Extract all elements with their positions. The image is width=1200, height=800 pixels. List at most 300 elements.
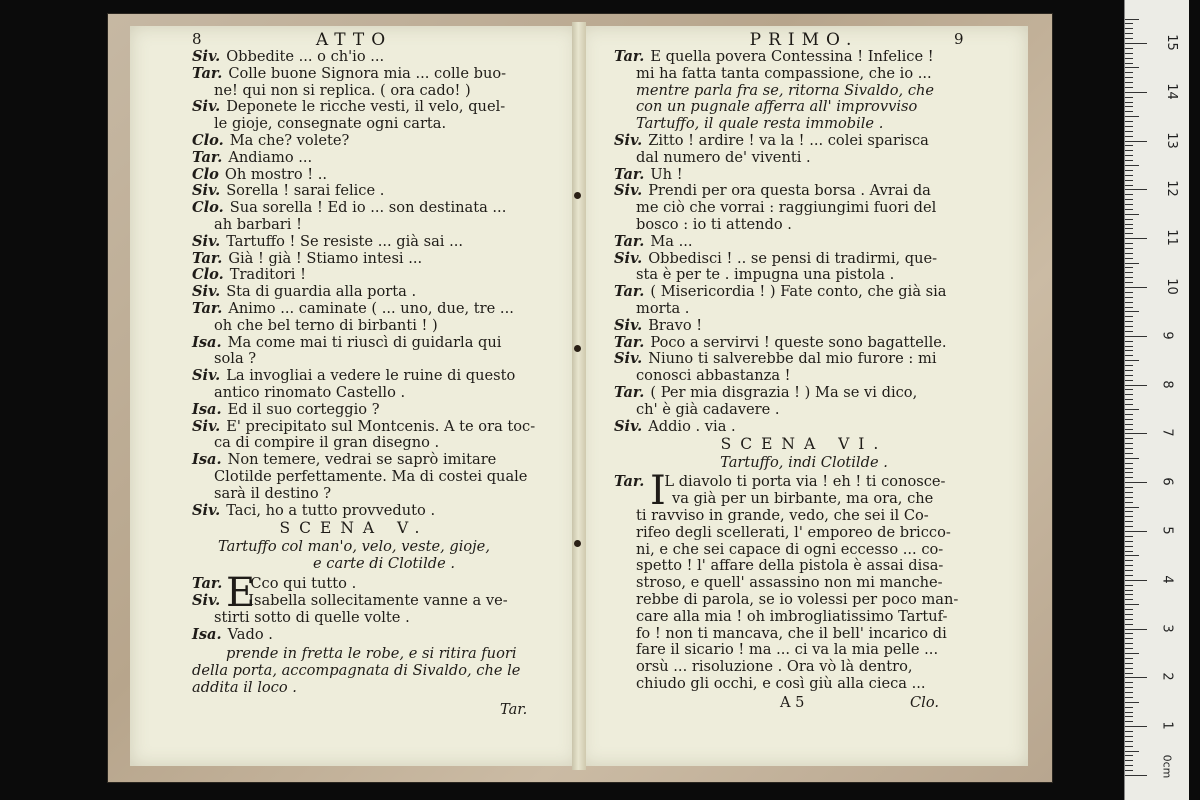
ruler-tick bbox=[1125, 502, 1133, 503]
speaker-name: Tar. bbox=[614, 48, 645, 65]
ruler-tick bbox=[1125, 414, 1133, 415]
ruler-tick bbox=[1125, 736, 1133, 737]
dialogue-line bbox=[192, 233, 463, 250]
speaker-name: Clo. bbox=[192, 132, 224, 149]
ruler-tick bbox=[1125, 507, 1139, 508]
speaker-name: Clo. bbox=[192, 199, 224, 217]
ruler-tick bbox=[1125, 521, 1133, 522]
ruler-tick bbox=[1125, 365, 1133, 366]
ruler-tick bbox=[1125, 511, 1133, 512]
ruler-tick bbox=[1125, 311, 1139, 312]
ruler-tick bbox=[1125, 38, 1133, 39]
stage-direction: addita il loco . bbox=[192, 678, 297, 696]
ruler-tick bbox=[1125, 385, 1147, 386]
ruler-tick bbox=[1125, 687, 1133, 688]
line-text: oh che bel terno di birbanti ! ) bbox=[214, 316, 438, 334]
speaker-name: Tar. bbox=[614, 165, 645, 183]
dialogue-line bbox=[192, 418, 535, 435]
speaker-name: Siv. bbox=[192, 182, 221, 200]
ruler-tick bbox=[1125, 106, 1133, 107]
speaker-name: Isa. bbox=[192, 451, 222, 469]
line-text: ne! qui non si replica. ( ora cado! ) bbox=[214, 81, 471, 99]
ruler-number: 4 bbox=[1159, 575, 1175, 584]
scene-description: Tartuffo col man'o, velo, veste, gioje, bbox=[218, 538, 490, 556]
dialogue-line bbox=[214, 609, 410, 626]
line-text: ti ravviso in grande, vedo, che sei il Co- bbox=[636, 507, 929, 524]
ruler-tick bbox=[1125, 653, 1139, 654]
dialogue-line bbox=[636, 82, 934, 99]
ruler-tick bbox=[1125, 336, 1147, 337]
ruler-tick bbox=[1125, 575, 1133, 576]
dialogue-line bbox=[192, 149, 312, 166]
running-header: ATTO bbox=[315, 30, 393, 50]
ruler-number: 3 bbox=[1159, 623, 1175, 633]
ruler-tick bbox=[1125, 682, 1133, 683]
measuring-ruler bbox=[1124, 0, 1189, 800]
ruler-tick bbox=[1125, 570, 1133, 571]
line-text: Colle buone Signora mia ... colle buo- bbox=[228, 64, 507, 82]
ruler-number: 11 bbox=[1163, 229, 1179, 246]
ruler-number: 9 bbox=[1159, 331, 1175, 340]
ruler-number: 14 bbox=[1163, 83, 1179, 100]
speaker-name: Tar. bbox=[192, 300, 223, 317]
ruler-number: 7 bbox=[1159, 428, 1175, 438]
page-number: 9 bbox=[954, 30, 964, 48]
dialogue-line bbox=[672, 490, 933, 507]
ruler-tick bbox=[1125, 526, 1133, 527]
line-text: Niuno ti salverebbe dal mio furore : mi bbox=[648, 350, 937, 368]
speaker-name: Tar. bbox=[614, 473, 645, 491]
ruler-tick bbox=[1125, 555, 1139, 556]
line-text: orsù ... risoluzione . Ora vò là dentro, bbox=[636, 658, 913, 676]
ruler-tick bbox=[1125, 633, 1133, 634]
line-text: Sta di guardia alla porta . bbox=[226, 283, 417, 301]
ruler-tick bbox=[1125, 472, 1133, 473]
ruler-tick bbox=[1125, 189, 1147, 190]
ruler-tick bbox=[1125, 731, 1133, 732]
ruler-tick bbox=[1125, 121, 1133, 122]
speaker-name: Siv. bbox=[192, 417, 221, 435]
ruler-number: 12 bbox=[1163, 180, 1179, 198]
line-text: Ma che? volete? bbox=[229, 132, 350, 149]
ruler-tick bbox=[1125, 63, 1133, 64]
ruler-tick bbox=[1125, 458, 1139, 459]
ruler-tick bbox=[1125, 707, 1133, 708]
dialogue-line bbox=[636, 557, 943, 574]
dialogue-line bbox=[636, 266, 894, 283]
ruler-tick bbox=[1125, 541, 1133, 542]
speaker-name: Siv. bbox=[192, 48, 221, 65]
ruler-tick bbox=[1125, 565, 1133, 566]
ruler-tick bbox=[1125, 590, 1133, 591]
ruler-tick bbox=[1125, 287, 1147, 288]
dialogue-line bbox=[614, 250, 937, 267]
scene-title: SCENA VI. bbox=[720, 435, 888, 454]
ruler-tick bbox=[1125, 204, 1133, 205]
dialogue-line bbox=[192, 626, 273, 643]
line-text: sarà il destino ? bbox=[214, 484, 332, 502]
dialogue-line bbox=[636, 367, 791, 384]
signature-mark: A 5 bbox=[780, 693, 805, 711]
dialogue-line bbox=[192, 300, 514, 317]
ruler-tick bbox=[1125, 316, 1133, 317]
stage-direction: della porta, accompagnata di Sivaldo, che le bbox=[192, 661, 521, 679]
ruler-tick bbox=[1125, 194, 1133, 195]
line-text: stroso, e quell' assassino non mi manche- bbox=[636, 574, 943, 592]
dialogue-line bbox=[192, 98, 505, 115]
ruler-tick bbox=[1125, 92, 1147, 93]
dialogue-line bbox=[192, 334, 501, 351]
ruler-tick bbox=[1125, 477, 1133, 478]
line-text: Tartuffo ! Se resiste ... già sai ... bbox=[226, 232, 464, 250]
ruler-tick bbox=[1125, 82, 1133, 83]
scene-description: Tartuffo, indi Clotilde . bbox=[720, 454, 888, 472]
speaker-name: Siv. bbox=[614, 316, 643, 334]
line-text: care alla mia ! oh imbrogliatissimo Tartuf- bbox=[636, 607, 948, 625]
speaker-name: Isa. bbox=[192, 625, 222, 643]
ruler-number: 2 bbox=[1159, 672, 1175, 682]
dialogue-line bbox=[636, 608, 947, 625]
ruler-tick bbox=[1125, 443, 1133, 444]
line-text: Ed il suo corteggio ? bbox=[227, 400, 380, 418]
line-text: stirti sotto di quelle volte . bbox=[214, 609, 410, 626]
dialogue-line bbox=[614, 334, 947, 351]
ruler-tick bbox=[1125, 482, 1147, 483]
ruler-tick bbox=[1125, 448, 1133, 449]
speaker-name: Isa. bbox=[192, 333, 222, 351]
speaker-name: Siv. bbox=[192, 501, 221, 519]
dialogue-line bbox=[614, 418, 736, 435]
line-text: Sua sorella ! Ed io ... son destinata ... bbox=[229, 199, 507, 217]
dialogue-line bbox=[614, 317, 702, 334]
ruler-tick bbox=[1125, 424, 1133, 425]
ruler-tick bbox=[1125, 531, 1147, 532]
catchword: Tar. bbox=[500, 700, 528, 718]
line-text: fo ! non ti mancava, che il bell' incarico di bbox=[636, 624, 947, 642]
line-text: Isabella sollecitamente vanne a ve- bbox=[248, 592, 508, 610]
dialogue-line bbox=[214, 350, 256, 367]
ruler-tick bbox=[1125, 629, 1147, 630]
ruler-tick bbox=[1125, 248, 1133, 249]
line-text: E' precipitato sul Montcenis. A te ora toc- bbox=[226, 417, 536, 435]
book-gutter bbox=[572, 22, 586, 770]
ruler-tick bbox=[1125, 516, 1133, 517]
ruler-tick bbox=[1125, 619, 1133, 620]
dialogue-line bbox=[192, 199, 506, 216]
ruler-tick bbox=[1125, 150, 1133, 151]
ruler-tick bbox=[1125, 131, 1133, 132]
ruler-tick bbox=[1125, 297, 1133, 298]
line-text: le gioje, consegnate ogni carta. bbox=[214, 115, 447, 133]
ruler-tick bbox=[1125, 551, 1133, 552]
line-text: fare il sicario ! ma ... ci va la mia pelle ... bbox=[636, 641, 939, 659]
dialogue-line bbox=[636, 149, 811, 166]
speaker-name: Siv. bbox=[192, 232, 221, 250]
dialogue-line bbox=[636, 300, 689, 317]
line-text: Traditori ! bbox=[229, 266, 306, 284]
dialogue-line bbox=[192, 502, 435, 519]
dialogue-line bbox=[614, 132, 929, 149]
ruler-tick bbox=[1125, 219, 1133, 220]
ruler-tick bbox=[1125, 116, 1139, 117]
ruler-tick bbox=[1125, 43, 1147, 44]
dialogue-line bbox=[192, 266, 306, 283]
ruler-tick bbox=[1125, 721, 1133, 722]
ruler-tick bbox=[1125, 145, 1133, 146]
dialogue-line bbox=[192, 367, 515, 384]
ruler-tick bbox=[1125, 702, 1139, 703]
speaker-name: Siv. bbox=[614, 132, 643, 149]
speaker-name: Tar. bbox=[614, 232, 645, 250]
speaker-name: Siv. bbox=[192, 283, 221, 301]
ruler-tick bbox=[1125, 643, 1133, 644]
ruler-tick bbox=[1125, 760, 1133, 761]
ruler-tick bbox=[1125, 746, 1133, 747]
dialogue-line bbox=[192, 592, 508, 609]
dialogue-line bbox=[192, 401, 380, 418]
line-text: Obbedisci ! .. se pensi di tradirmi, que- bbox=[648, 249, 938, 267]
dialogue-line bbox=[636, 541, 943, 558]
dialogue-line bbox=[192, 48, 384, 65]
ruler-tick bbox=[1125, 214, 1139, 215]
ruler-tick bbox=[1125, 277, 1133, 278]
ruler-tick bbox=[1125, 370, 1133, 371]
line-text: con un pugnale afferra all' improvviso bbox=[636, 98, 918, 116]
ruler-number: 8 bbox=[1159, 379, 1175, 389]
speaker-name: Siv. bbox=[614, 249, 643, 267]
ruler-tick bbox=[1125, 394, 1133, 395]
line-text: Prendi per ora questa borsa . Avrai da bbox=[648, 182, 931, 200]
line-text: Cco qui tutto . bbox=[250, 575, 357, 593]
ruler-tick bbox=[1125, 87, 1133, 88]
ruler-tick bbox=[1125, 692, 1133, 693]
ruler-tick bbox=[1125, 58, 1133, 59]
dialogue-line bbox=[192, 451, 496, 468]
line-text: bosco : io ti attendo . bbox=[636, 216, 792, 233]
ruler-tick bbox=[1125, 468, 1133, 469]
dialogue-line bbox=[214, 317, 438, 334]
ruler-tick bbox=[1125, 48, 1133, 49]
dialogue-line bbox=[614, 166, 683, 183]
speaker-name: Tar. bbox=[614, 283, 645, 301]
ruler-tick bbox=[1125, 497, 1133, 498]
ruler-tick bbox=[1125, 546, 1133, 547]
ruler-tick bbox=[1125, 375, 1133, 376]
ruler-tick bbox=[1125, 677, 1147, 678]
line-text: Ma come mai ti riuscì di guidarla qui bbox=[227, 333, 502, 351]
ruler-tick bbox=[1125, 326, 1133, 327]
ruler-tick bbox=[1125, 726, 1147, 727]
speaker-name: Isa. bbox=[192, 400, 222, 418]
ruler-tick bbox=[1125, 243, 1133, 244]
ruler-tick bbox=[1125, 463, 1133, 464]
ruler-tick bbox=[1125, 741, 1133, 742]
ruler-tick bbox=[1125, 224, 1133, 225]
dialogue-line bbox=[636, 625, 947, 642]
dialogue-line bbox=[636, 574, 943, 591]
ruler-tick bbox=[1125, 350, 1133, 351]
speaker-name: Tar. bbox=[192, 64, 223, 82]
ruler-tick bbox=[1125, 170, 1133, 171]
ruler-tick bbox=[1125, 594, 1133, 595]
ruler-tick bbox=[1125, 155, 1133, 156]
line-text: morta . bbox=[636, 300, 690, 317]
ruler-tick bbox=[1125, 663, 1133, 664]
dialogue-line bbox=[214, 384, 405, 401]
dialogue-line bbox=[614, 384, 917, 401]
ruler-tick bbox=[1125, 609, 1133, 610]
line-text: va già per un birbante, ma ora, che bbox=[672, 490, 934, 508]
ruler-tick bbox=[1125, 53, 1133, 54]
dialogue-line bbox=[636, 115, 883, 132]
ruler-tick bbox=[1125, 560, 1133, 561]
line-text: Animo ... caminate ( ... uno, due, tre ... bbox=[228, 300, 514, 317]
ruler-tick bbox=[1125, 668, 1133, 669]
ruler-tick bbox=[1125, 346, 1133, 347]
dialogue-line bbox=[192, 132, 349, 149]
line-text: ca di compire il gran disegno . bbox=[214, 434, 440, 452]
line-text: ah barbari ! bbox=[214, 216, 302, 233]
line-text: sta è per te . impugna una pistola . bbox=[636, 266, 895, 284]
ruler-tick bbox=[1125, 238, 1147, 239]
speaker-name: Siv. bbox=[192, 592, 221, 610]
ruler-tick bbox=[1125, 141, 1147, 142]
ruler-tick bbox=[1125, 19, 1139, 20]
ruler-tick bbox=[1125, 331, 1133, 332]
dialogue-line bbox=[614, 182, 931, 199]
speaker-name: Tar. bbox=[614, 333, 645, 351]
ruler-tick bbox=[1125, 77, 1133, 78]
line-text: spetto ! l' affare della pistola è assai disa- bbox=[636, 557, 944, 575]
ruler-tick bbox=[1125, 658, 1133, 659]
drop-capital: E bbox=[226, 570, 256, 617]
ruler-tick bbox=[1125, 770, 1133, 771]
dialogue-line bbox=[636, 98, 917, 115]
ruler-tick bbox=[1125, 648, 1133, 649]
ruler-tick bbox=[1125, 360, 1139, 361]
catchword: Clo. bbox=[910, 693, 940, 711]
speaker-name: Siv. bbox=[614, 182, 643, 200]
ruler-tick bbox=[1125, 136, 1133, 137]
ruler-tick bbox=[1125, 399, 1133, 400]
dialogue-line bbox=[636, 524, 951, 541]
ruler-tick bbox=[1125, 389, 1133, 390]
ruler-tick bbox=[1125, 267, 1133, 268]
line-text: Già ! già ! Stiamo intesi ... bbox=[228, 249, 423, 267]
ruler-tick bbox=[1125, 604, 1139, 605]
dialogue-line bbox=[192, 250, 422, 267]
ruler-number: 13 bbox=[1163, 131, 1179, 149]
ruler-number: 1 bbox=[1159, 721, 1175, 730]
ruler-tick bbox=[1125, 775, 1147, 776]
line-text: Obbedite ... o ch'io ... bbox=[226, 48, 385, 65]
line-text: Addio . via . bbox=[648, 417, 736, 435]
line-text: ( Per mia disgrazia ! ) Ma se vi dico, bbox=[650, 384, 918, 401]
ruler-tick bbox=[1125, 209, 1133, 210]
ruler-tick bbox=[1125, 419, 1133, 420]
line-text: Zitto ! ardire ! va la ! ... colei sparisca bbox=[648, 132, 929, 149]
line-text: Andiamo ... bbox=[228, 148, 313, 166]
speaker-name: Siv. bbox=[192, 98, 221, 116]
line-text: Deponete le ricche vesti, il velo, quel- bbox=[226, 98, 506, 116]
ruler-tick bbox=[1125, 175, 1133, 176]
line-text: Taci, ho a tutto provveduto . bbox=[226, 501, 436, 519]
line-text: Uh ! bbox=[650, 165, 683, 183]
dialogue-line bbox=[214, 115, 446, 132]
speaker-name: Tar. bbox=[192, 249, 223, 267]
line-text: Non temere, vedrai se saprò imitare bbox=[227, 451, 497, 469]
line-text: Bravo ! bbox=[648, 316, 703, 334]
stage-direction: prende in fretta le robe, e si ritira fuori bbox=[226, 644, 517, 662]
line-text: conosci abbastanza ! bbox=[636, 367, 791, 385]
dialogue-line bbox=[614, 283, 947, 300]
speaker-name: Siv. bbox=[614, 417, 643, 435]
line-text: chiudo gli occhi, e così giù alla cieca ... bbox=[636, 675, 926, 692]
line-text: Clotilde perfettamente. Ma di costei quale bbox=[214, 468, 528, 485]
line-text: Oh mostro ! .. bbox=[224, 165, 328, 183]
dialogue-line bbox=[614, 473, 945, 490]
line-text: ch' è già cadavere . bbox=[636, 400, 780, 418]
speaker-name: Clo bbox=[192, 165, 219, 183]
ruler-tick bbox=[1125, 263, 1139, 264]
dialogue-line bbox=[192, 182, 384, 199]
dialogue-line bbox=[636, 641, 938, 658]
line-text: rifeo degli scellerati, l' emporeo de bricco- bbox=[636, 523, 951, 541]
dialogue-line bbox=[636, 401, 780, 418]
ruler-tick bbox=[1125, 341, 1133, 342]
line-text: Vado . bbox=[227, 625, 273, 643]
ruler-tick bbox=[1125, 536, 1133, 537]
ruler-tick bbox=[1125, 23, 1133, 24]
line-text: L diavolo ti porta via ! eh ! ti conosce- bbox=[664, 473, 946, 491]
line-text: antico rinomato Castello . bbox=[214, 384, 406, 401]
ruler-tick bbox=[1125, 712, 1133, 713]
ruler-tick bbox=[1125, 111, 1133, 112]
ruler-tick bbox=[1125, 453, 1133, 454]
speaker-name: Tar. bbox=[614, 384, 645, 401]
ruler-tick bbox=[1125, 673, 1133, 674]
line-text: rebbe di parola, se io volessi per poco man- bbox=[636, 591, 959, 608]
ruler-tick bbox=[1125, 302, 1133, 303]
line-text: Ma ... bbox=[650, 232, 693, 250]
dialogue-line bbox=[192, 65, 506, 82]
ruler-tick bbox=[1125, 614, 1133, 615]
ruler-tick bbox=[1125, 429, 1133, 430]
ruler-tick bbox=[1125, 355, 1133, 356]
ruler-tick bbox=[1125, 380, 1133, 381]
ruler-tick bbox=[1125, 72, 1133, 73]
dialogue-line bbox=[636, 65, 932, 82]
ruler-tick bbox=[1125, 492, 1133, 493]
ruler-tick bbox=[1125, 258, 1133, 259]
ruler-number: 10 bbox=[1163, 278, 1179, 295]
line-text: E quella povera Contessina ! Infelice ! bbox=[650, 48, 934, 65]
ruler-tick bbox=[1125, 199, 1133, 200]
ruler-tick bbox=[1125, 321, 1133, 322]
dialogue-line bbox=[614, 350, 937, 367]
drop-capital: I bbox=[650, 468, 666, 515]
line-text: mentre parla fra se, ritorna Sivaldo, che bbox=[636, 81, 935, 99]
ruler-tick bbox=[1125, 585, 1133, 586]
ruler-tick bbox=[1125, 716, 1133, 717]
ruler-tick bbox=[1125, 97, 1133, 98]
ruler-tick bbox=[1125, 487, 1133, 488]
dialogue-line bbox=[636, 216, 792, 233]
ruler-tick bbox=[1125, 233, 1133, 234]
ruler-tick bbox=[1125, 765, 1133, 766]
right-page bbox=[580, 26, 1028, 766]
dialogue-line bbox=[214, 216, 302, 233]
